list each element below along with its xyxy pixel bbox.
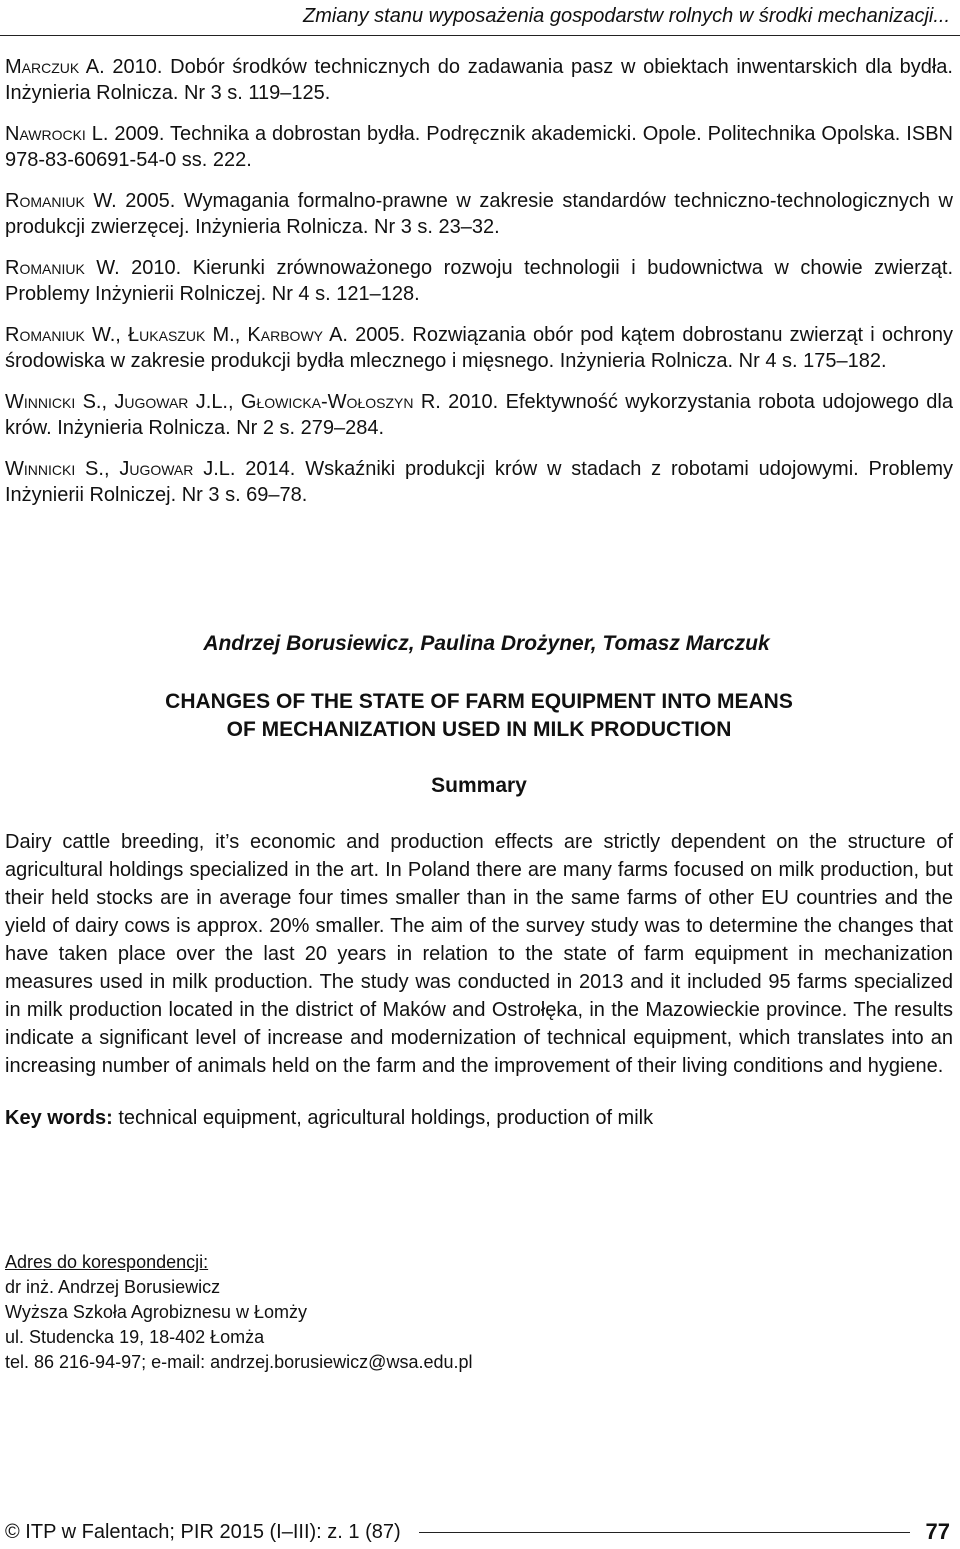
reference-authors: Romaniuk W., Łukaszuk M., Karbowy A. [5, 324, 348, 346]
keywords [5, 1104, 953, 1132]
summary-text: Dairy cattle breeding, it’s economic and production effects are strictly dependent on the structure of agricultural holdings specialized in the art. In Poland there are many farms focused on milk production, but their held stocks are in average four times smaller than in the same farms of other EU countries and the yield of dairy cows is approx. 20% smaller. The aim of the survey study was to determine the changes that have taken place over the last 20 years in relation to the state of farm equipment in mechanization measures used in milk production. The study was conducted in 2013 and it included 95 farms specialized in milk production located in the district of Maków and Ostrołęka, in the Mazowieckie province. The results indicate a significant level of increase and modernization of technical equipment, which translates into an increasing number of animals held on the farm and the improvement of their living conditions and hygiene. [5, 831, 953, 1077]
summary-heading: Summary [431, 774, 527, 797]
abstract-authors: Andrzej Borusiewicz, Paulina Drożyner, Tomasz Marczuk [203, 632, 770, 655]
correspondence-line: dr inż. Andrzej Borusiewicz [5, 1277, 221, 1297]
footer-rule [419, 1532, 910, 1533]
abstract-title-line: OF MECHANIZATION USED IN MILK PRODUCTION [226, 718, 732, 741]
footer-copyright: © ITP w Falentach; PIR 2015 (I–III): z. 1 (87) [5, 1520, 401, 1543]
reference-list [5, 54, 953, 523]
reference-details: 2009. Technika a dobrostan bydła. Podręcznik akademicki. Opole. Politechnika Opolska. ISBN 978-83-60691-54-0 ss. 222. [5, 123, 953, 171]
abstract-title [5, 688, 953, 744]
correspondence-line: Wyższa Szkoła Agrobiznesu w Łomży [5, 1302, 307, 1322]
correspondence-line: ul. Studencka 19, 18-402 Łomża [5, 1327, 265, 1347]
correspondence-block [5, 1250, 473, 1375]
page-number: 77 [925, 1519, 950, 1544]
reference-item [5, 322, 953, 374]
reference-item [5, 456, 953, 508]
reference-details: 2010. Kierunki zrównoważonego rozwoju technologii i budownictwa w chowie zwierząt. Problemy Inżynierii Rolniczej. Nr 4 s. 121–128. [5, 257, 953, 305]
reference-authors: Nawrocki L. [5, 123, 109, 145]
reference-item [5, 121, 953, 173]
reference-details: 2005. Wymagania formalno-prawne w zakresie standardów techniczno-technologicznych w produkcji zwierzęcej. Inżynieria Rolnicza. Nr 3 s. 23–32. [5, 190, 953, 238]
reference-item [5, 389, 953, 441]
reference-authors: Winnicki S., Jugowar J.L., Głowicka-Wołoszyn R. [5, 391, 441, 413]
reference-item [5, 54, 953, 106]
reference-details: 2010. Efektywność wykorzystania robota udojowego dla krów. Inżynieria Rolnicza. Nr 2 s. 279–284. [5, 391, 953, 439]
reference-item [5, 188, 953, 240]
keywords-label: Key words: [5, 1107, 113, 1129]
correspondence-line: tel. 86 216-94-97; e-mail: andrzej.borusiewicz@wsa.edu.pl [5, 1352, 473, 1372]
reference-authors: Marczuk A. [5, 56, 105, 78]
running-header [0, 2, 960, 36]
running-title: Zmiany stanu wyposażenia gospodarstw rolnych w środki mechanizacji... [303, 5, 950, 27]
reference-authors: Winnicki S., Jugowar J.L. [5, 458, 236, 480]
correspondence-heading: Adres do korespondencji: [5, 1252, 209, 1272]
reference-authors: Romaniuk W. [5, 257, 120, 279]
reference-authors: Romaniuk W. [5, 190, 117, 212]
keywords-text: technical equipment, agricultural holdings, production of milk [112, 1107, 654, 1129]
reference-item [5, 255, 953, 307]
abstract-title-line: CHANGES OF THE STATE OF FARM EQUIPMENT INTO MEANS [165, 690, 793, 713]
english-abstract [5, 630, 953, 1132]
page-footer [5, 1517, 950, 1547]
reference-details: 2005. Rozwiązania obór pod kątem dobrostanu zwierząt i ochrony środowiska w zakresie produkcji bydła mlecznego i mięsnego. Inżynieria Rolnicza. Nr 4 s. 175–182. [5, 324, 953, 372]
reference-details: 2010. Dobór środków technicznych do zadawania pasz w obiektach inwentarskich dla bydła. Inżynieria Rolnicza. Nr 3 s. 119–125. [5, 56, 953, 104]
reference-details: 2014. Wskaźniki produkcji krów w stadach z robotami udojowymi. Problemy Inżynierii Rolniczej. Nr 3 s. 69–78. [5, 458, 954, 506]
